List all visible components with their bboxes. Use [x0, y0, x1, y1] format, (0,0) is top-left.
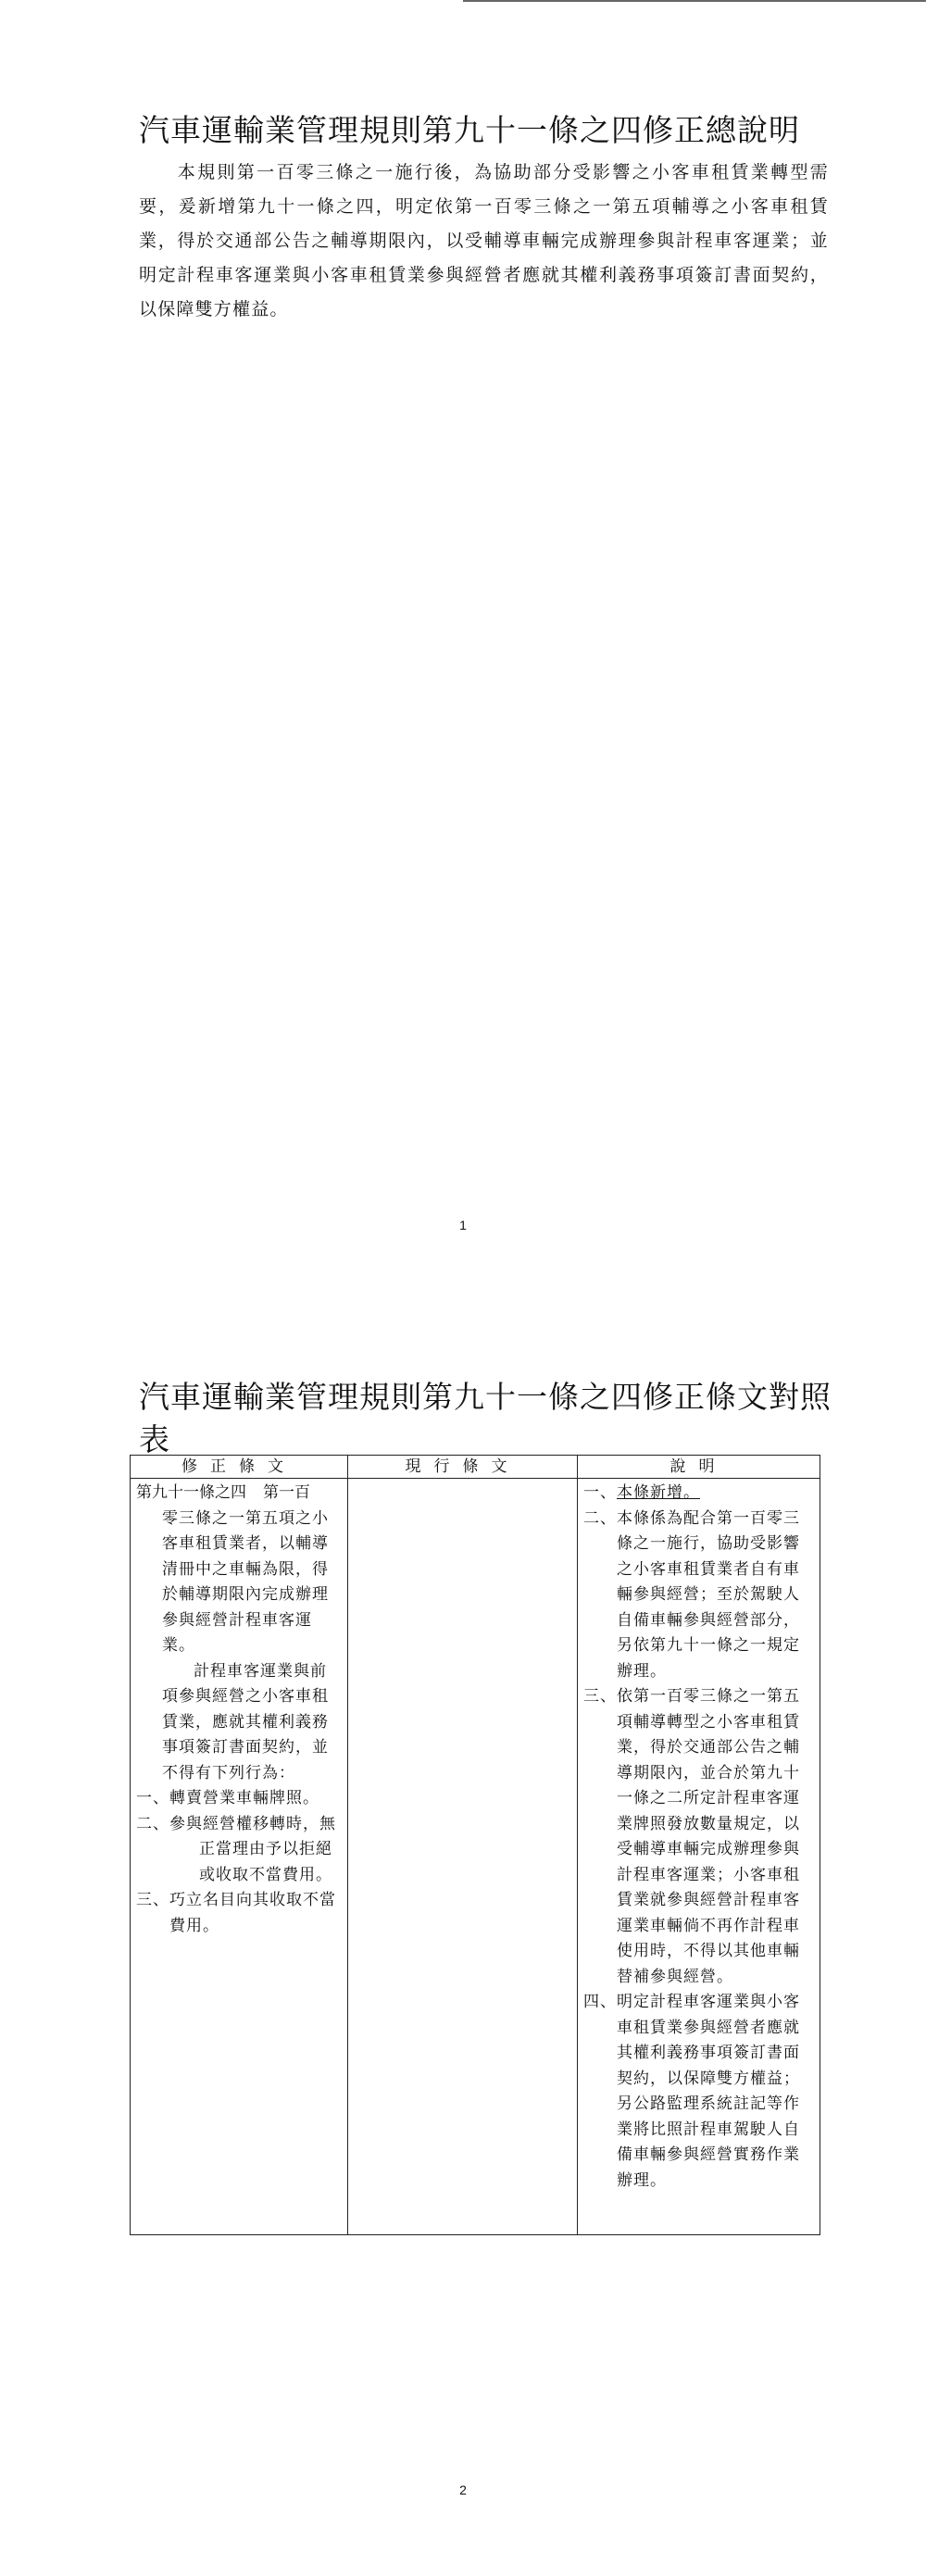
article-para1-first: 第一百	[263, 1483, 310, 1502]
page-number: 2	[459, 2482, 467, 2497]
list-item	[583, 1481, 814, 1507]
item-text: 參與經營權移轉時，無正當理由予以拒絕或收取不當費用。	[169, 1814, 336, 1884]
header-explanation: 說明	[578, 1456, 820, 1479]
article-number: 第九十一條之四	[136, 1483, 246, 1502]
page-number: 1	[459, 1218, 467, 1232]
item-text: 轉賣營業車輛牌照。	[169, 1789, 319, 1807]
list-item	[583, 1507, 814, 1685]
amended-article-cell	[131, 1479, 348, 2235]
page-2	[0, 1288, 926, 2576]
header-current: 現行條文	[348, 1456, 578, 1479]
page-1-title: 汽車運輸業管理規則第九十一條之四修正總說明	[139, 112, 800, 148]
item-text: 依第一百零三條之一第五項輔導轉型之小客車租賃業，得於交通部公告之輔導期限內，並合於第九十一條之二所定計程車客運業牌照發放數量規定，以受輔導車輛完成辦理參與計程車客運業；小客車租賃業就參與經營計程車客運業車輛倘不再作計程車使用時，不得以其他車輛替補參與經營。	[617, 1687, 800, 1986]
item-text: 明定計程車客運業與小客車租賃業參與經營者應就其權利義務事項簽訂書面契約，以保障雙方權益；另公路監理系統註記等作業將比照計程車駕駛人自備車輛參與經營實務作業辦理。	[617, 1993, 800, 2190]
item-number: 一、	[583, 1483, 617, 1502]
scan-edge-line	[463, 0, 926, 2]
explanation-cell	[578, 1479, 820, 2235]
comparison-table	[130, 1455, 820, 2235]
table-row	[131, 1479, 820, 2235]
item-number: 三、	[583, 1687, 617, 1706]
page-2-title: 汽車運輸業管理規則第九十一條之四修正條文對照表	[139, 1379, 832, 1457]
item-number: 二、	[583, 1508, 617, 1528]
list-item	[136, 1812, 342, 1889]
item-text: 本條係為配合第一百零三條之一施行，協助受影響之小客車租賃業者自有車輛參與經營；至於駕駛人自備車輛參與經營部分，另依第九十一條之一規定辦理。	[617, 1508, 800, 1681]
list-item	[583, 1990, 814, 2194]
table-header-row	[131, 1456, 820, 1479]
item-number: 三、	[136, 1891, 169, 1909]
header-amended: 修正條文	[131, 1456, 348, 1479]
item-number: 一、	[136, 1789, 169, 1807]
article-para1: 零三條之一第五項之小客車租賃業者，以輔導清冊中之車輛為限，得於輔導期限內完成辦理參與經營計程車客運業。	[162, 1508, 329, 1655]
list-item	[136, 1888, 342, 1939]
general-explanation-text: 本規則第一百零三條之一施行後，為協助部分受影響之小客車租賃業轉型需要，爰新增第九十一條之四，明定依第一百零三條之一第五項輔導之小客車租賃業，得於交通部公告之輔導期限內，以受輔導車輛完成辦理參與計程車客運業；並明定計程車客運業與小客車租賃業參與經營者應就其權利義務事項簽訂書面契約，以保障雙方權益。	[139, 162, 829, 319]
item-text: 本條新增。	[617, 1483, 700, 1502]
article-heading	[136, 1481, 342, 1507]
article-para2: 計程車客運業與前項參與經營之小客車租賃業，應就其權利義務事項簽訂書面契約，並不得有下列行為：	[162, 1661, 329, 1782]
current-article-cell	[348, 1479, 578, 2235]
item-text: 巧立名目向其收取不當費用。	[169, 1891, 336, 1935]
list-item	[583, 1684, 814, 1990]
list-item	[136, 1786, 342, 1812]
item-number: 四、	[583, 1993, 617, 2011]
item-number: 二、	[136, 1814, 169, 1833]
